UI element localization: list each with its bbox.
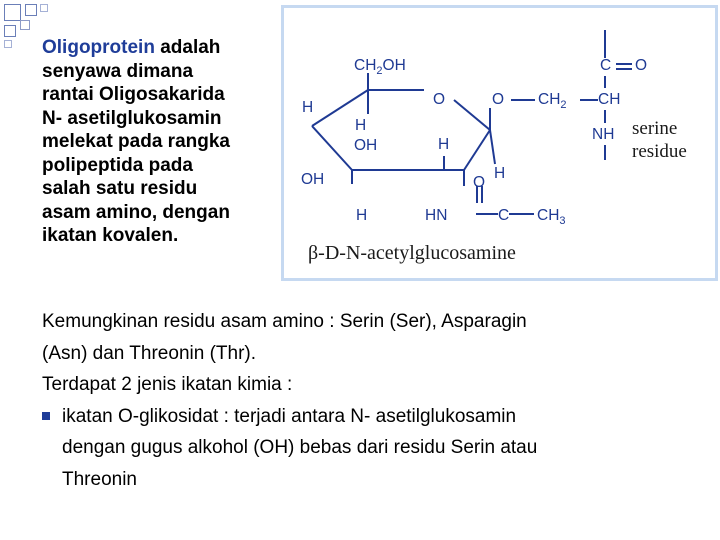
bond-c4-c3 — [312, 126, 352, 170]
bullet-continuation-2: Threonin — [62, 468, 137, 490]
bond-c1-h — [490, 130, 495, 164]
serine-label-1: serine — [632, 118, 678, 139]
atom-h-left: H — [302, 99, 314, 116]
atom-o-link: O — [492, 91, 505, 108]
atom-ch3: $CH_3$ — [537, 207, 566, 227]
serine-label-2: residue — [632, 141, 687, 162]
atom-o-ring: O — [433, 91, 446, 108]
atom-ch: CH — [598, 91, 621, 108]
oligoprotein-term: Oligoprotein — [42, 37, 155, 58]
bond-c2-c1 — [464, 130, 490, 170]
atom-oh-c4: OH — [301, 171, 325, 188]
atom-c-amide: C — [498, 207, 510, 224]
glycan-structure-figure — [281, 5, 718, 281]
atom-nh: NH — [592, 126, 615, 143]
atom-h-bottom: H — [356, 207, 368, 224]
atom-ch2: $CH_2$ — [538, 91, 567, 111]
intro-paragraph: Oligoprotein adalah senyawa dimana rantai Oligosakarida N- asetilglukosamin melekat pada rangka polipeptida pada salah satu residu asam amino, dengan ikatan kovalen. — [42, 37, 230, 246]
square-bullet-icon — [42, 412, 50, 420]
bond-c1-o — [454, 100, 490, 130]
bullet-continuation-1: dengan gugus alkohol (OH) bebas dari residu Serin atau — [62, 437, 538, 458]
atom-ch2oh: $CH_2OH$ — [354, 57, 406, 77]
residues-line-1: Kemungkinan residu asam amino : Serin (Ser), Asparagin — [42, 311, 527, 332]
residues-line-2: (Asn) dan Threonin (Thr). — [42, 342, 257, 364]
atom-oh-c3: OH — [354, 137, 378, 154]
figure-caption: β-D-N-acetylglucosamine — [308, 242, 516, 264]
atom-h-c2: H — [438, 136, 450, 153]
structure-diagram — [284, 8, 715, 278]
atom-hn: HN — [425, 207, 448, 224]
atom-h-c4: H — [355, 117, 367, 134]
atom-h-c1: H — [494, 165, 506, 182]
atom-o-carbonyl: O — [635, 57, 648, 74]
atom-c-carbonyl: C — [600, 57, 612, 74]
body-paragraph — [42, 306, 712, 495]
bullet-item: ikatan O-glikosidat : terjadi antara N- asetilglukosamin — [42, 401, 712, 433]
bond-types-line: Terdapat 2 jenis ikatan kimia : — [42, 374, 293, 395]
atom-o-amide: O — [473, 174, 486, 191]
